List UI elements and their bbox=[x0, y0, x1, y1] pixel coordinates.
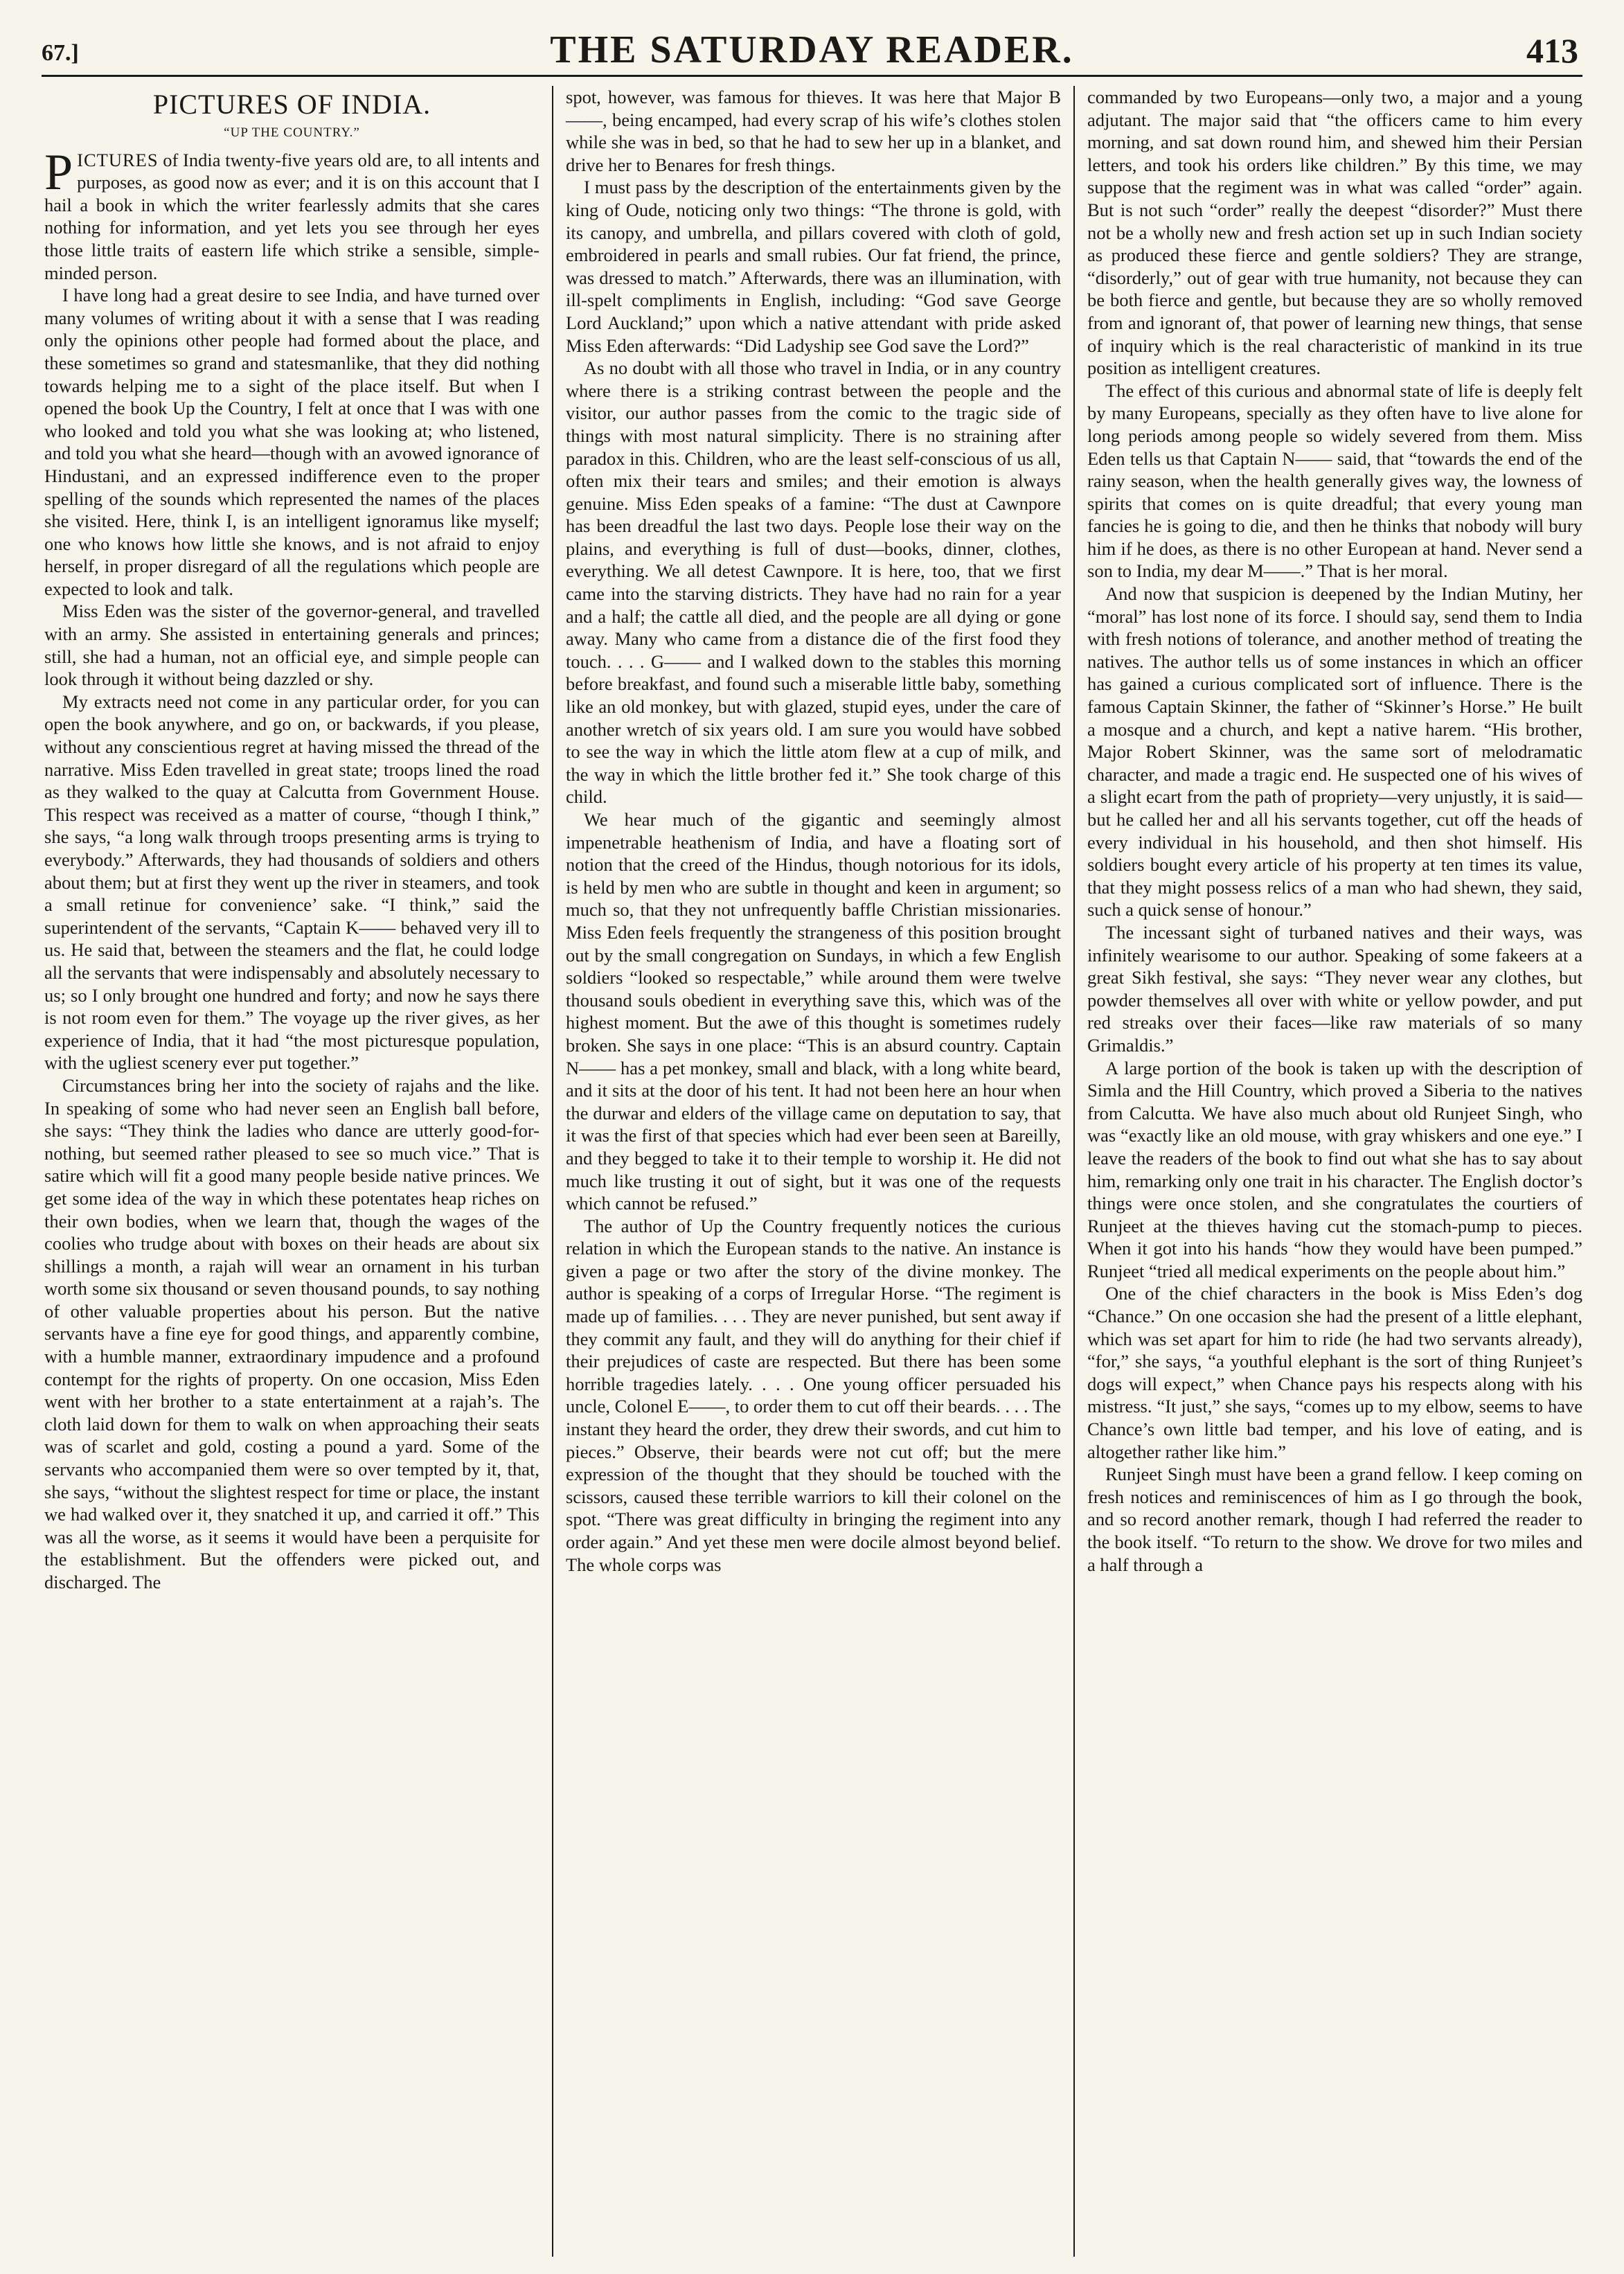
lead-word: ICTURES bbox=[77, 149, 159, 170]
article-subtitle: “UP THE COUNTRY.” bbox=[224, 125, 360, 140]
paragraph: The effect of this curious and abnormal state of life is deeply felt by many Europeans, specially as they often have to live alone for long periods among people so widely severed from them. Miss Eden tells us that Captain N—— said, that “towards the end of the rainy season, when the health generally gives way, the lowness of spirits that comes on is quite dreadful; that every young man fancies he is going to die, and then he thinks that nobody will bury him if he does, as there is no other European at hand. Never send a son to India, my dear M——.” That is her moral. bbox=[1087, 380, 1582, 582]
paragraph: commanded by two Europeans—only two, a major and a young adjutant. The major said that “the officers came to him every morning, and sat down round him, and shewed him their Persian letters, and took his orders like children.” By this time, we may suppose that the regiment was in what was called “order” again. But is not such “order” really the deepest “disorder?” Must there not be a wholly new and fresh action set up in such Indian society as produced these fierce and gentle soldiers? They are strange, “disorderly,” out of gear with true humanity, not because they can be both fierce and gentle, but because they are so wholly removed from and ignorant of, that power of learning new things, that sense of inquiry which is the real characteristic of mankind in its true position as intelligent creatures. bbox=[1087, 87, 1582, 379]
paragraph: Circumstances bring her into the society of rajahs and the like. In speaking of some who had never seen an English ball before, she says: “They think the ladies who dance are utterly good-for-nothing, but seemed rather pleased to see so much vice.” That is satire which will fit a good many people beside native princes. We get some idea of the way in which these potentates heap riches on their own bodies, when we learn that, though the wages of the coolies who trudge about with boxes on their heads are about six shillings a month, a rajah will wear an ornament in his turban worth some six thousand or seven thousand pounds, to say nothing of other valuable properties about his person. But the native servants have a fine eye for good things, and apparently combine, with a humble manner, extraordinary impudence and a profound contempt for the rights of property. On one occasion, Miss Eden went with her brother to a state entertainment at a rajah’s. The cloth laid down for them to walk on when approaching their seats was of scarlet and gold, costing a pound a yard. Some of the servants who accompanied them were so over tempted by it, that, she says, “without the slightest respect for time or place, the instant we had walked over it, they snatched it up, and carried it off.” This was all the worse, as it seems it would have been a perquisite for the establishment. But the offenders were picked out, and discharged. The bbox=[44, 1074, 539, 1592]
paragraph: A large portion of the book is taken up with the description of Simla and the Hill Country, which proved a Siberia to the natives from Calcutta. We have also much about old Runjeet Singh, who was “exactly like an old mouse, with gray whiskers and one eye.” I leave the readers of the book to find out what she has to say about him, remarking only one trait in his character. The English doctor’s things were once stolen, and she congratulates the courtiers of Runjeet at the thieves having cut the stomach-pump to pieces. When it got into his hands “how they would have been pumped.” Runjeet “tried all medical experiments on the people about him.” bbox=[1087, 1057, 1582, 1281]
paragraph: Miss Eden was the sister of the governor-general, and travelled with an army. She assisted in entertaining generals and princes; still, she had a human, not an official eye, and simple people can look through it without being dazzled or shy. bbox=[44, 601, 539, 690]
paragraph bbox=[44, 143, 539, 285]
paragraph: The incessant sight of turbaned natives and their ways, was infinitely wearisome to our author. Speaking of some fakeers at a great Sikh festival, she says: “They never wear any clothes, but powder themselves all over with white or yellow powder, and put red streaks over their faces—like raw materials of so many Grimaldis.” bbox=[1087, 921, 1582, 1056]
newspaper-page bbox=[42, 26, 1582, 2257]
paragraph: And now that suspicion is deepened by the Indian Mutiny, her “moral” has lost none of its force. I should say, send them to India with fresh notions of tolerance, and another method of treating the natives. The author tells us of some instances in which an officer has gained a curious complicated sort of influence. There is the famous Captain Skinner, the father of “Skinner’s Horse.” He built a mosque and a church, and kept a native harem. “His brother, Major Robert Skinner, was the same sort of melodramatic character, and made a tragic end. He suspected one of his wives of a slight ecart from the path of propriety—very unjustly, it is said—but he called her and all his servants together, cut off the heads of every individual in his household, and then shot himself. His soldiers bought every article of his property at ten times its value, that they might possess relics of a man who had shewn, they said, such a quick sense of honour.” bbox=[1087, 583, 1582, 921]
paragraph-text: of India twenty-five years old are, to all intents and purposes, as good now as ever; and it is on this account that I hail a book in which the writer fearlessly admits that she cares nothing for information, and yet lets you see through her eyes those little traits of eastern life which strike a sensible, simple-minded person. bbox=[44, 149, 539, 283]
article-columns bbox=[42, 86, 1582, 2257]
drop-cap: P bbox=[44, 143, 73, 201]
paragraph: One of the chief characters in the book is Miss Eden’s dog “Chance.” On one occasion she had the present of a little elephant, which was set apart for him to ride (he had two servants already), “for,” she says, “a youthful elephant is the sort of thing Runjeet’s dogs will expect,” when Chance pays his respects along with his mistress. “It just,” she says, “comes up to my elbow, seems to have Chance’s own little bad temper, and his love of eating, and is altogether rather like him.” bbox=[1087, 1283, 1582, 1462]
article-title: PICTURES OF INDIA. bbox=[152, 89, 431, 120]
paragraph: I must pass by the description of the entertainments given by the king of Oude, noticing only two things: “The throne is gold, with its canopy, and umbrella, and pillars covered with cloth of gold, embroidered in pearls and small rubies. Our fat friend, the prince, was dressed to match.” Afterwards, there was an illumination, with ill-spelt compliments in English, including: “God save George Lord Auckland;” upon which a native attendant with pride asked Miss Eden afterwards: “Did Ladyship see God save the Lord?” bbox=[566, 177, 1061, 356]
paragraph: Runjeet Singh must have been a grand fellow. I keep coming on fresh notices and reminiscences of him as I go through the book, and so record another remark, though I had referred the reader to the book itself. “To return to the show. We drove for two miles and a half through a bbox=[1087, 1464, 1582, 1575]
paragraph: I have long had a great desire to see India, and have turned over many volumes of writing about it with a sense that I was reading only the opinions other people had formed about the place, and these sometimes so grand and statesmanlike, that they did nothing towards helping me to a sight of the place itself. But when I opened the book Up the Country, I felt at once that I was with one who looked and told you what she was looking at; who listened, and told you what she heard—though with an avowed ignorance of Hindustani, and an expressed indifference even to the proper spelling of the sounds which represented the names of the places she visited. Here, think I, is an intelligent ignoramus like myself; one who knows how little she knows, and is not afraid to enjoy herself, in proper disregard of all the regulations which people are expected to look and talk. bbox=[44, 285, 539, 599]
paragraph: The author of Up the Country frequently notices the curious relation in which the European stands to the native. An instance is given a page or two after the story of the divine monkey. The author is speaking of a corps of Irregular Horse. “The regiment is made up of families. . . . They are never punished, but sent away if they commit any fault, and they will do anything for their chief if their prejudices of caste are respected. But there has been some horrible tragedies lately. . . . One young officer persuaded his uncle, Colonel E——, to order them to cut off their beards. . . . The instant they heard the order, they drew their swords, and cut him to pieces.” Observe, their beards were not cut off; but the mere expression of the thought that they should be touched with the scissors, caused these terrible warriors to kill their colonel on the spot. “There was great difficulty in bringing the regiment into any order again.” And yet these men were docile almost beyond belief. The whole corps was bbox=[566, 1215, 1061, 1575]
column-marker: 67.] bbox=[42, 40, 79, 66]
column-1 bbox=[42, 86, 552, 2257]
column-3 bbox=[1073, 86, 1582, 2257]
paragraph: My extracts need not come in any particular order, for you can open the book anywhere, and go on, or backwards, if you please, without any conscientious regret at having missed the thread of the narrative. Miss Eden travelled in great state; troops lined the road as they walked to the quay at Calcutta from Government House. This respect was received as a matter of course, “though I think,” she says, “a long walk through troops presenting arms is trying to everybody.” Afterwards, they had thousands of soldiers and others about them; but at first they went up the river in steamers, and took a small retinue for convenience’ sake. “I think,” said the superintendent of the servants, “Captain K—— behaved very ill to us. He said that, between the steamers and the flat, he could lodge all the servants that were indispensably and absolutely necessary to us; so I only brought one hundred and forty; and now he says there is not room even for them.” The voyage up the river gives, as her experience of India, that it had “the most picturesque population, with the ugliest scenery ever put together.” bbox=[44, 691, 539, 1074]
paragraph: We hear much of the gigantic and seemingly almost impenetrable heathenism of India, and have a floating sort of notion that the creed of the Hindus, though notorious for its idols, is held by men who are subtle in thought and keen in argument; so much so, that they not unfrequently baffle Christian missionaries. Miss Eden feels frequently the strangeness of this position brought out by the small congregation on Sundays, in which a few English soldiers “looked so respectable,” while around them were twelve thousand souls obedient in everything save this, which was of the highest moment. But the awe of this thought is sometimes rudely broken. She says in one place: “This is an absurd country. Captain N—— has a pet monkey, small and black, with a long white beard, and it sits at the door of his tent. It had not been here an hour when the durwar and elders of the village came on deputation to say, that it was the first of that species which had ever been seen at Bareilly, and they begged to take it to their temple to worship it. He did not much like trusting it out of sight, but it was one of the requests which cannot be refused.” bbox=[566, 809, 1061, 1214]
paragraph: spot, however, was famous for thieves. It was here that Major B——, being encamped, had every scrap of his wife’s clothes stolen while she was in bed, so that he had to sew her up in a blanket, and drive her to Benares for fresh things. bbox=[566, 87, 1061, 175]
paragraph: As no doubt with all those who travel in India, or in any country where there is a striking contrast between the people and the visitor, our author passes from the comic to the tragic side of things with most natural simplicity. There is no straining after paradox in this. Children, who are the least self-conscious of us all, often mix their tears and smiles; and their emotion is always genuine. Miss Eden speaks of a famine: “The dust at Cawnpore has been dreadful the last two days. People lose their way on the plains, and everything is full of dust—books, dinner, clothes, everything. We all detest Cawnpore. It is here, too, that we first came into the starving districts. They have had no rain for a year and a half; the cattle all died, and the people are all dying or gone away. Many who came from a distance die of the first food they touch. . . . G—— and I walked down to the stables this morning before breakfast, and found such a miserable little baby, something like an old monkey, but with glazed, stupid eyes, under the care of another wretch of six years old. I am sure you would have sobbed to see the way in which the little atom flew at a cup of milk, and the way in which the little brother fed it.” She took charge of this child. bbox=[566, 357, 1061, 808]
masthead bbox=[42, 26, 1582, 77]
publication-title: THE SATURDAY READER. bbox=[550, 28, 1074, 71]
column-2 bbox=[552, 86, 1073, 2257]
page-number: 413 bbox=[1526, 31, 1578, 70]
